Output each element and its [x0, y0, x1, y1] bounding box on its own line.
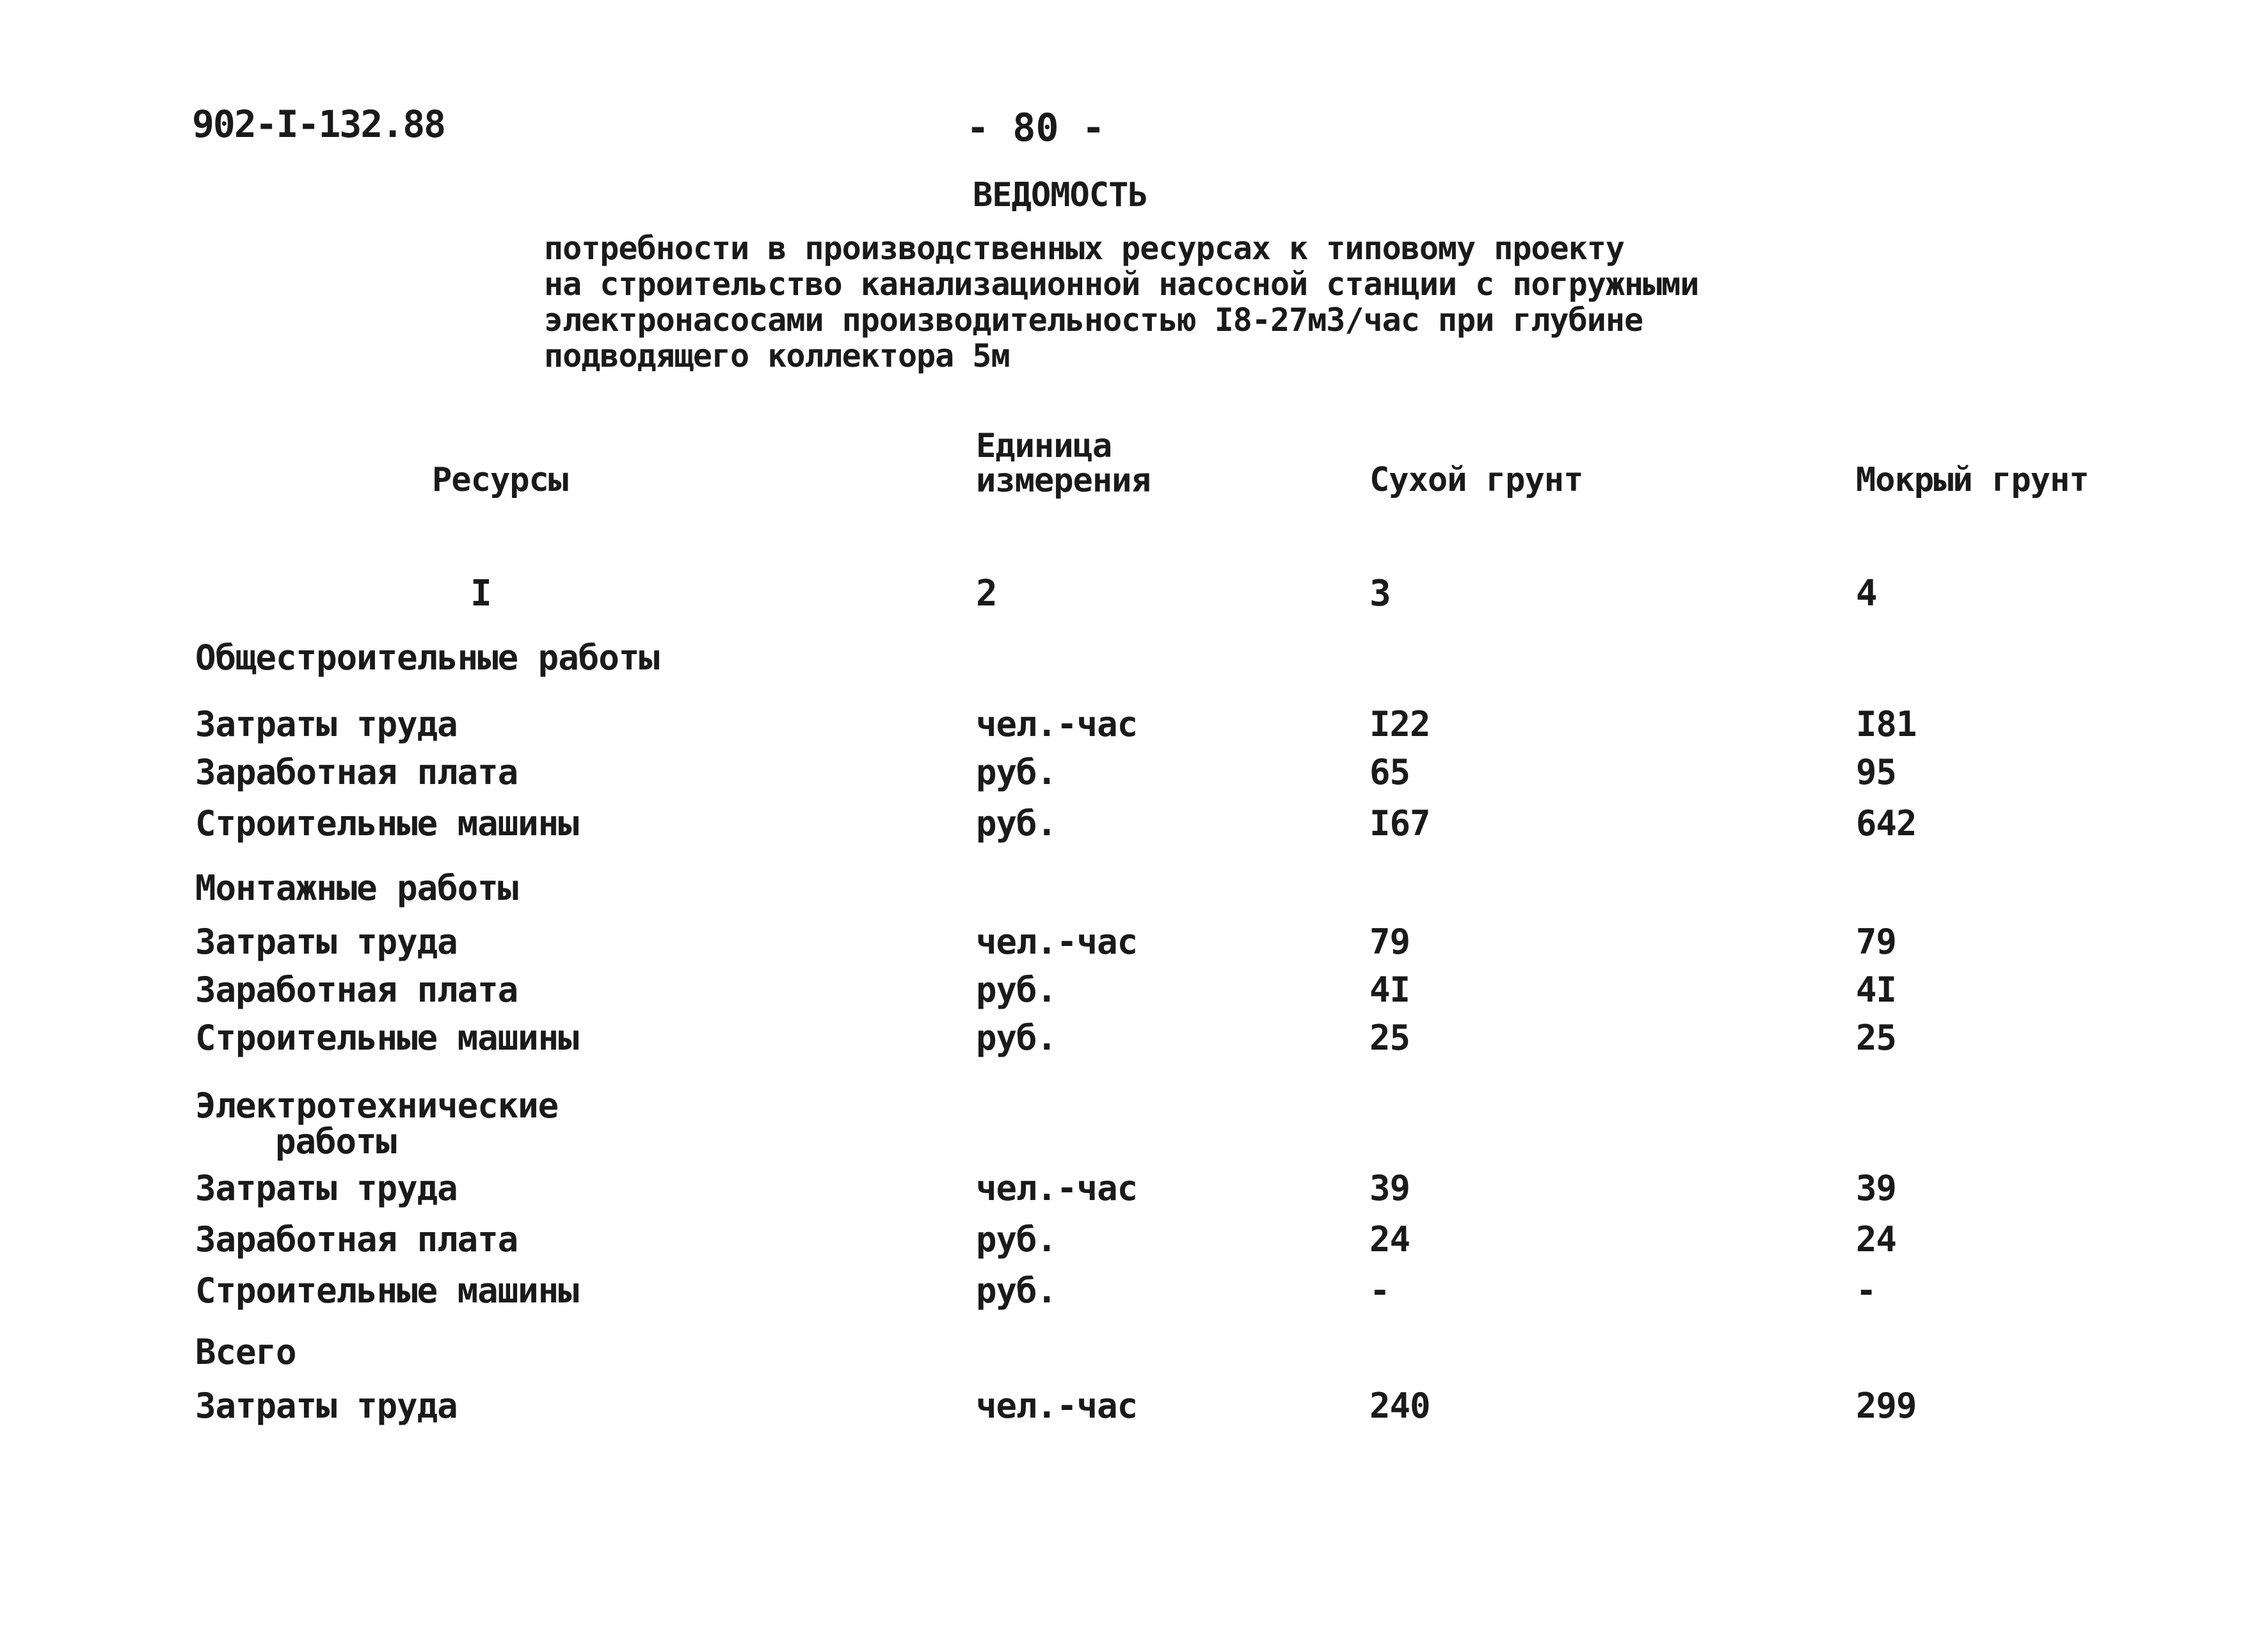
row-unit: руб.: [976, 1270, 1057, 1311]
row-name: Заработная плата: [195, 970, 518, 1010]
row-dry-value: 24: [1370, 1219, 1410, 1260]
column-number-3: 3: [1370, 573, 1391, 614]
table-row: [0, 704, 2268, 749]
row-wet-value: 4I: [1856, 970, 1897, 1010]
subtitle-line: потребности в производственных ресурсах к типовому проекту: [544, 230, 1624, 267]
document-code: 902-I-132.88: [192, 102, 445, 146]
row-dry-value: 240: [1370, 1386, 1430, 1426]
row-unit: чел.-час: [976, 1386, 1138, 1426]
row-name: Строительные машины: [195, 1018, 579, 1058]
page-number: - 80 -: [966, 106, 1105, 150]
row-wet-value: 299: [1856, 1386, 1917, 1426]
table-row: [0, 1018, 2268, 1062]
table-row: [0, 970, 2268, 1014]
row-dry-value: -: [1370, 1270, 1390, 1311]
document-subtitle: [544, 230, 1888, 374]
row-dry-value: 65: [1370, 752, 1410, 792]
table-row: [0, 1270, 2268, 1315]
header-unit-line1: Единица: [976, 427, 1112, 465]
row-unit: чел.-час: [976, 1168, 1138, 1208]
row-name: Заработная плата: [195, 1219, 518, 1260]
header-resources: Ресурсы: [432, 461, 568, 499]
row-unit: чел.-час: [976, 922, 1138, 962]
section-title-line: Всего: [195, 1332, 296, 1372]
section-title-general: [195, 637, 659, 678]
row-wet-value: -: [1856, 1270, 1876, 1311]
row-wet-value: 642: [1856, 803, 1917, 844]
row-name: Заработная плата: [195, 752, 518, 792]
table-row: [0, 1219, 2268, 1264]
header-unit-line2: измерения: [976, 461, 1151, 500]
subtitle-line: электронасосами производительностью I8-27м3/час при глубине: [544, 301, 1643, 339]
header-wet-soil: Мокрый грунт: [1856, 461, 2089, 499]
column-number-2: 2: [976, 573, 998, 614]
table-row: [0, 922, 2268, 966]
column-number-4: 4: [1856, 573, 1878, 614]
header-dry-soil: Сухой грунт: [1370, 461, 1583, 499]
row-unit: руб.: [976, 752, 1057, 792]
section-title-total: [195, 1334, 296, 1370]
section-title-line: Монтажные работы: [195, 868, 518, 908]
row-wet-value: 39: [1856, 1168, 1897, 1208]
row-name: Строительные машины: [195, 803, 579, 844]
row-name: Затраты труда: [195, 1386, 458, 1426]
row-dry-value: 25: [1370, 1018, 1410, 1058]
table-row: [0, 803, 2268, 848]
row-wet-value: 79: [1856, 922, 1897, 962]
header-unit: [976, 429, 1151, 498]
section-title-electrical: [195, 1085, 559, 1162]
row-name: Затраты труда: [195, 704, 458, 744]
row-name: Затраты труда: [195, 922, 458, 962]
section-title-line: Общестроительные работы: [195, 637, 659, 678]
row-dry-value: I22: [1370, 704, 1430, 744]
section-title-line: работы: [275, 1121, 397, 1162]
row-dry-value: 39: [1370, 1168, 1410, 1208]
section-title-line: Электротехнические: [195, 1085, 559, 1126]
row-dry-value: 4I: [1370, 970, 1410, 1010]
subtitle-line: на строительство канализационной насосной станции с погружными: [544, 266, 1699, 303]
section-title-installation: [195, 870, 518, 906]
row-wet-value: 25: [1856, 1018, 1897, 1058]
row-wet-value: 95: [1856, 752, 1897, 792]
row-unit: руб.: [976, 970, 1057, 1010]
row-dry-value: 79: [1370, 922, 1410, 962]
row-wet-value: I81: [1856, 704, 1917, 744]
column-number-1: I: [470, 573, 492, 614]
row-name: Строительные машины: [195, 1270, 579, 1311]
row-unit: чел.-час: [976, 704, 1138, 744]
row-name: Затраты труда: [195, 1168, 458, 1208]
row-unit: руб.: [976, 1219, 1057, 1260]
row-unit: руб.: [976, 803, 1057, 844]
table-row: [0, 1386, 2268, 1430]
row-unit: руб.: [976, 1018, 1057, 1058]
document-title: ВЕДОМОСТЬ: [973, 176, 1147, 214]
row-dry-value: I67: [1370, 803, 1430, 844]
table-row: [0, 752, 2268, 797]
table-row: [0, 1168, 2268, 1213]
subtitle-line: подводящего коллектора 5м: [544, 337, 1010, 374]
row-wet-value: 24: [1856, 1219, 1897, 1260]
